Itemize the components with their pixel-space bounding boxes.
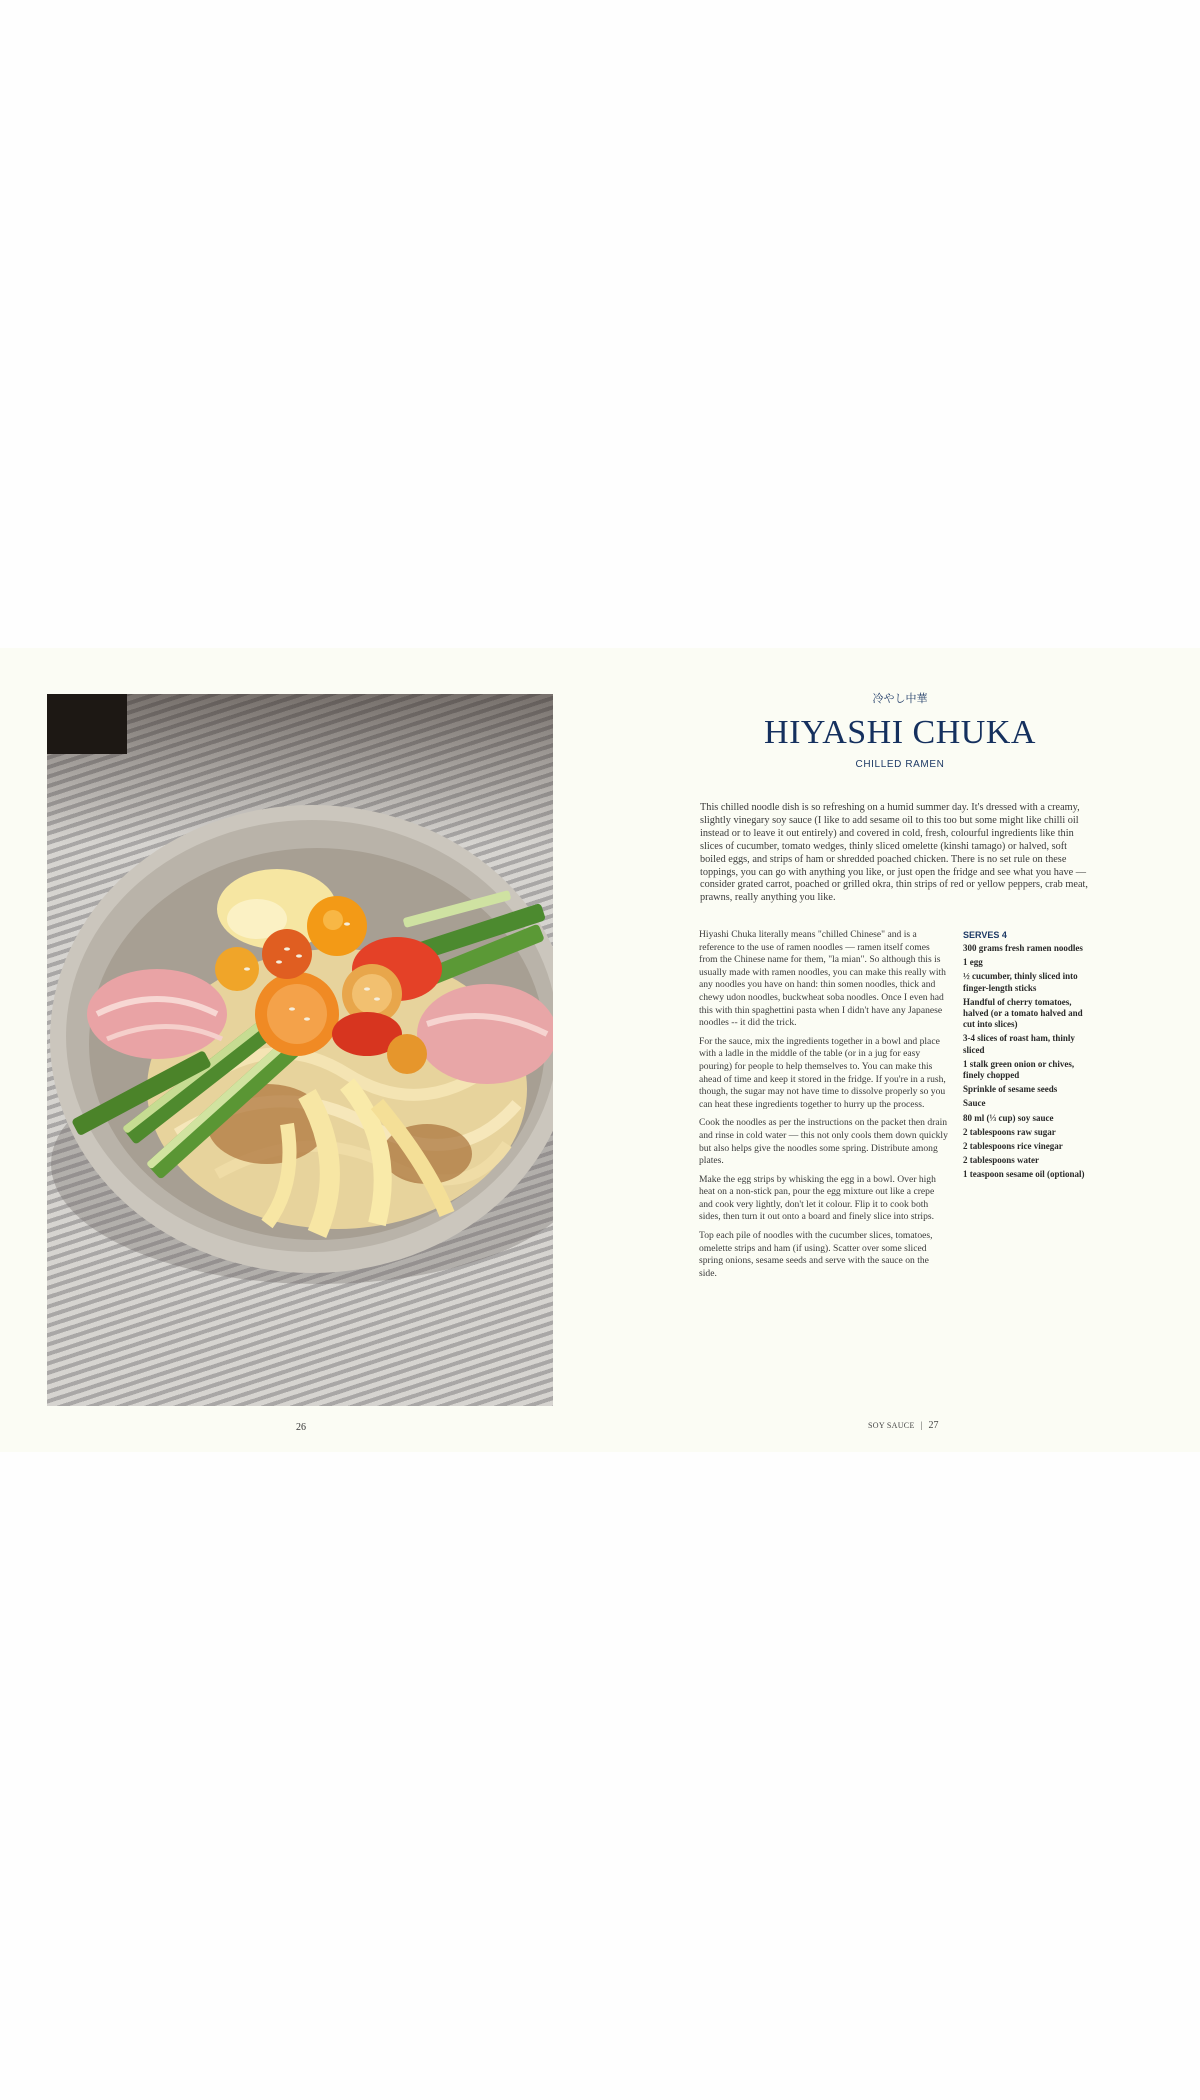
section-name: SOY SAUCE [868, 1421, 915, 1430]
ingredient-item: 1 stalk green onion or chives, finely chopped [963, 1058, 1075, 1081]
sauce-ingredient-item: 2 tablespoons water [963, 1155, 1039, 1166]
recipe-subtitle: CHILLED RAMEN [855, 759, 945, 770]
right-page-footer [868, 1420, 938, 1431]
ingredient-item: 1 egg [963, 957, 983, 968]
ingredient-item: ½ cucumber, thinly sliced into finger-length sticks [963, 971, 1078, 993]
footer-separator: | [920, 1420, 923, 1430]
method-paragraph: Make the egg strips by whisking the egg in a bowl. Over high heat on a non-stick pan, pour the egg mixture out like a crepe and cook very lightly, don't let it colour. Flip it to cook both sides, then turn it out onto a board and finely slice into strips. [699, 1173, 936, 1223]
method-paragraph: Hiyashi Chuka literally means "chilled Chinese" and is a reference to the use of ramen noodles — ramen itself comes from the Chinese name for them, "la mian". So although this is usually made with ramen noodles, you can make this really with any noodles you have on hand: thin somen noodles, thick and chewy udon noodles, buckwheat soba noodles. Once I even had this with thin spaghettini pasta when I didn't have any Japanese noodles -- it did the trick. [699, 929, 946, 1029]
sauce-ingredient-item: 2 tablespoons raw sugar [963, 1126, 1056, 1137]
method-paragraph: Cook the noodles as per the instructions on the packet then drain and rinse in cold water — this not only cools them down quickly but also helps give the noodles some spring. Distribute among plates. [699, 1117, 948, 1167]
right-page-number: 27 [928, 1420, 939, 1431]
method-paragraph: For the sauce, mix the ingredients together in a bowl and place with a ladle in the middle of the table (or in a jug for easy pouring) for people to help themselves to. You can make this ahead of time and keep it stored in the fridge. If you're in a rush, though, the sugar may not have time to dissolve properly so you can heat these ingredients together to hurry up the process. [699, 1035, 946, 1110]
ingredients-column [963, 930, 1093, 1184]
serves-label: SERVES 4 [963, 930, 1007, 940]
ramen-bowl-illustration [47, 694, 553, 1406]
japanese-title: 冷やし中華 [872, 692, 928, 705]
recipe-title: HIYASHI CHUKA [764, 714, 1036, 751]
sauce-ingredient-item: 2 tablespoons rice vinegar [963, 1141, 1063, 1152]
method-paragraph: Top each pile of noodles with the cucumber slices, tomatoes, omelette strips and ham (if using). Scatter over some sliced spring onions, sesame seeds and serve with the sauce on the side. [699, 1230, 933, 1279]
dish-photo [47, 694, 553, 1406]
sauce-heading: Sauce [963, 1098, 986, 1109]
sauce-ingredient-item: 1 teaspoon sesame oil (optional) [963, 1169, 1085, 1180]
intro-paragraph: This chilled noodle dish is so refreshing on a humid summer day. It's dressed with a creamy, slightly vinegary soy sauce (I like to add sesame oil to this too but some might like chilli oil instead or to leave it out entirely) and covered in cold, fresh, colourful ingredients like thin slices of cucumber, tomato wedges, thinly sliced omelette (kinshi tamago) or halved, soft boiled eggs, and strips of ham or shredded poached chicken. There is no set rule on these toppings, you can go with anything you like, or just open the fridge and see what you have — consider grated carrot, poached or grilled okra, thin strips of red or yellow peppers, crab meat, prawns, really anything you like. [700, 802, 1088, 904]
ingredient-item: Handful of cherry tomatoes, halved (or a tomato halved and cut into slices) [963, 996, 1083, 1030]
book-spread [0, 648, 1200, 1452]
ingredient-item: 300 grams fresh ramen noodles [963, 943, 1083, 953]
left-page-number: 26 [296, 1422, 306, 1433]
ingredient-item: Sprinkle of sesame seeds [963, 1084, 1058, 1095]
method-column [699, 929, 949, 1286]
sauce-ingredient-item: 80 ml (⅓ cup) soy sauce [963, 1112, 1054, 1123]
ingredient-item: 3-4 slices of roast ham, thinly sliced [963, 1033, 1075, 1055]
